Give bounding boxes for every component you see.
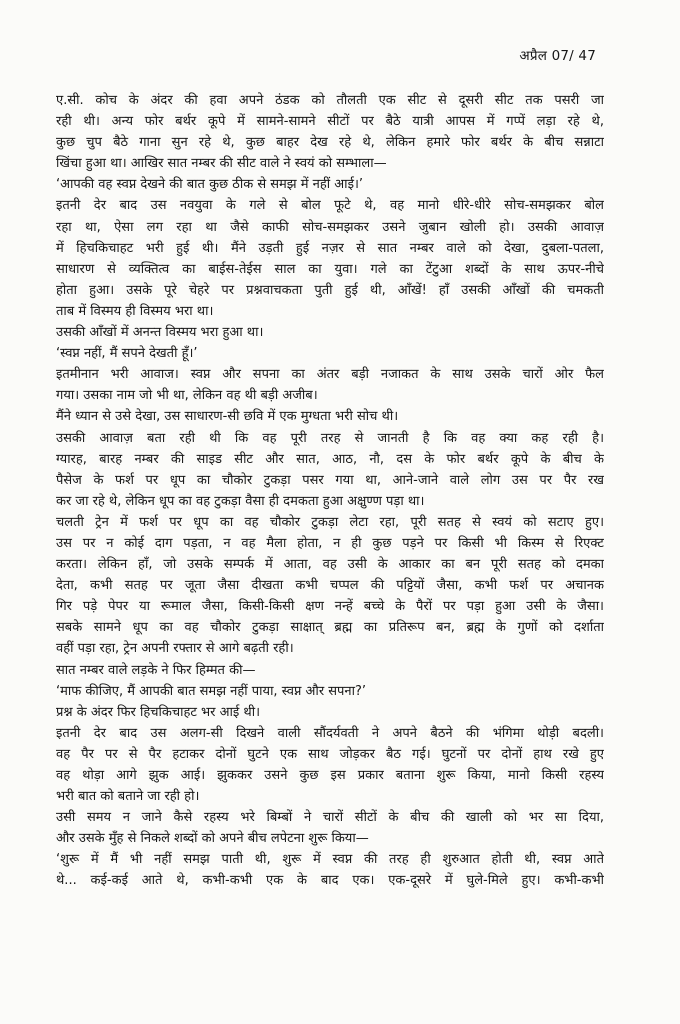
text-line: वह पैर पर से पैर हटाकर दोनों घुटने एक साथ जोड़कर बैठ गई। घुटनों पर दोनों हाथ रखे हुए	[56, 746, 604, 762]
text-line: वह थोड़ा आगे झुक आई। झुककर उसने कुछ इस प्रकार बताना शुरू किया, मानो किसी रहस्य	[56, 768, 604, 783]
text-line: भरी बात को बताने जा रही हो।	[56, 789, 200, 805]
text-line: ‘शुरू में मैं भी नहीं समझ पाती थी, शुरू में स्वप्न की तरह ही शुरुआत होती थी, स्वप्न आते	[56, 852, 604, 868]
text-line: उसकी आवाज़ बता रही थी कि वह पूरी तरह से जानती है कि वह क्या कह रही है।	[56, 430, 604, 446]
text-line: इतनी देर बाद उस नवयुवा के गले से बोल फूटे थे, वह मानो धीरे-धीरे सोच-समझकर बोल	[56, 198, 604, 214]
text-line: देता, कभी सतह पर जूता जैसा दीखता कभी चप्पल की पट्टियों जैसा, कभी फर्श पर अचानक	[56, 578, 604, 594]
running-head: अप्रैल 07/ 47	[519, 48, 596, 64]
text-line: साधारण से व्यक्तित्व का बाईस-तेईस साल का युवा। गले का टेंटुआ शब्दों के साथ ऊपर-नीचे	[56, 261, 604, 277]
text-line: ‘माफ कीजिए, मैं आपकी बात समझ नहीं पाया, स्वप्न और सपना?’	[56, 683, 367, 699]
text-line: चलती ट्रेन में फर्श पर धूप का वह चौकोर टुकड़ा लेटा रहा, पूरी सतह से स्वयं को सटाए हुए।	[56, 514, 604, 530]
text-line: उस पर न कोई दाग पड़ता, न वह मैला होता, न ही कुछ पड़ने पर किसी भी किस्म से रिएक्ट	[56, 535, 604, 551]
text-line: उसी समय न जाने कैसे रहस्य भरे बिम्बों ने चारों सीटों के बीच की खाली को भर सा दिया,	[56, 810, 604, 826]
text-line: कर जा रहे थे, लेकिन धूप का वह टुकड़ा वैसा ही दमकता हुआ अक्षुण्ण पड़ा था।	[56, 493, 425, 509]
text-line: करता। लेकिन हाँ, जो उसके सम्पर्क में आता, वह उसी के आकार का बन पूरी सतह को दमका	[56, 557, 604, 573]
text-line: सबके सामने धूप का वह चौकोर टुकड़ा साक्षात् ब्रह्म का प्रतिरूप बन, ब्रह्म के गुणों को दर्शाता	[56, 620, 604, 636]
text-line: गया। उसका नाम जो भी था, लेकिन वह थी बड़ी अजीब।	[56, 388, 318, 404]
text-line: ताब में विस्मय ही विस्मय भरा था।	[56, 303, 214, 319]
text-line: ग्यारह, बारह नम्बर की साइड सीट और सात, आठ, नौ, दस के फोर बर्थर कूपे के बीच के	[56, 451, 604, 467]
text-line: ए.सी. कोच के अंदर की हवा अपने ठंडक को तौलती एक सीट से दूसरी सीट तक पसरी जा	[56, 93, 604, 108]
text-line: रही थी। अन्य फोर बर्थर कूपे में सामने-सामने सीटों पर बैठे यात्री आपस में गप्पें लड़ा रहे थे,	[56, 114, 604, 130]
text-line: गिर पड़े पेपर या रूमाल जैसा, किसी-किसी क्षण नन्हें बच्चे के पैरों पर पड़ा हुआ उसी के जैसा।	[56, 599, 604, 615]
text-line: में हिचकिचाहट भरी हुई थी। मैंने उड़ती हुई नज़र से सात नम्बर वाले को देखा, दुबला-पतला,	[56, 240, 604, 256]
text-line: खिंचा हुआ था। आखिर सात नम्बर की सीट वाले ने स्वयं को सम्भाला—	[56, 156, 387, 172]
text-line: सात नम्बर वाले लड़के ने फिर हिम्मत की—	[56, 662, 256, 678]
text-line: पैसेज के फर्श पर धूप का चौकोर टुकड़ा पसर गया था, आने-जाने वाले लोग उस पर पैर रख	[56, 472, 604, 488]
text-line: वहीं पड़ा रहा, ट्रेन अपनी रफ्तार से आगे बढ़ती रही।	[56, 641, 294, 657]
text-line: होता हुआ। उसके पूरे चेहरे पर प्रश्नवाचकता पुती हुई थी, आँखें! हाँ उसकी आँखों की चमकती	[56, 282, 604, 298]
text-line: थे... कई-कई आते थे, कभी-कभी एक के बाद एक। एक-दूसरे में घुले-मिले हुए। कभी-कभी	[56, 873, 604, 889]
text-line: ‘आपकी वह स्वप्न देखने की बात कुछ ठीक से समझ में नहीं आई।’	[56, 177, 364, 193]
text-line: ‘स्वप्न नहीं, मैं सपने देखती हूँ।’	[56, 346, 198, 362]
text-line: इतनी देर बाद उस अलग-सी दिखने वाली सौंदर्यवती ने अपने बैठने की भंगिमा थोड़ी बदली।	[56, 725, 604, 741]
text-line: उसकी आँखों में अनन्त विस्मय भरा हुआ था।	[56, 325, 264, 341]
text-line: इतमीनान भरी आवाज। स्वप्न और सपना का अंतर बड़ी नजाकत के साथ उसके चारों ओर फैल	[56, 367, 604, 383]
text-line: कुछ चुप बैठे गाना सुन रहे थे, कुछ बाहर देख रहे थे, लेकिन हमारे फोर बर्थर के बीच सन्नाटा	[56, 135, 604, 151]
text-line: मैंने ध्यान से उसे देखा, उस साधारण-सी छवि में एक मुग्धता भरी सोच थी।	[56, 409, 399, 425]
body-text	[56, 90, 604, 892]
text-line: और उसके मुँह से निकले शब्दों को अपने बीच लपेटना शुरू किया—	[56, 831, 369, 847]
text-line: रहा था, ऐसा लग रहा था जैसे काफी सोच-समझकर उसने जुबान खोली हो। उसकी आवाज़	[56, 219, 604, 235]
text-line: प्रश्न के अंदर फिर हिचकिचाहट भर आई थी।	[56, 704, 261, 720]
